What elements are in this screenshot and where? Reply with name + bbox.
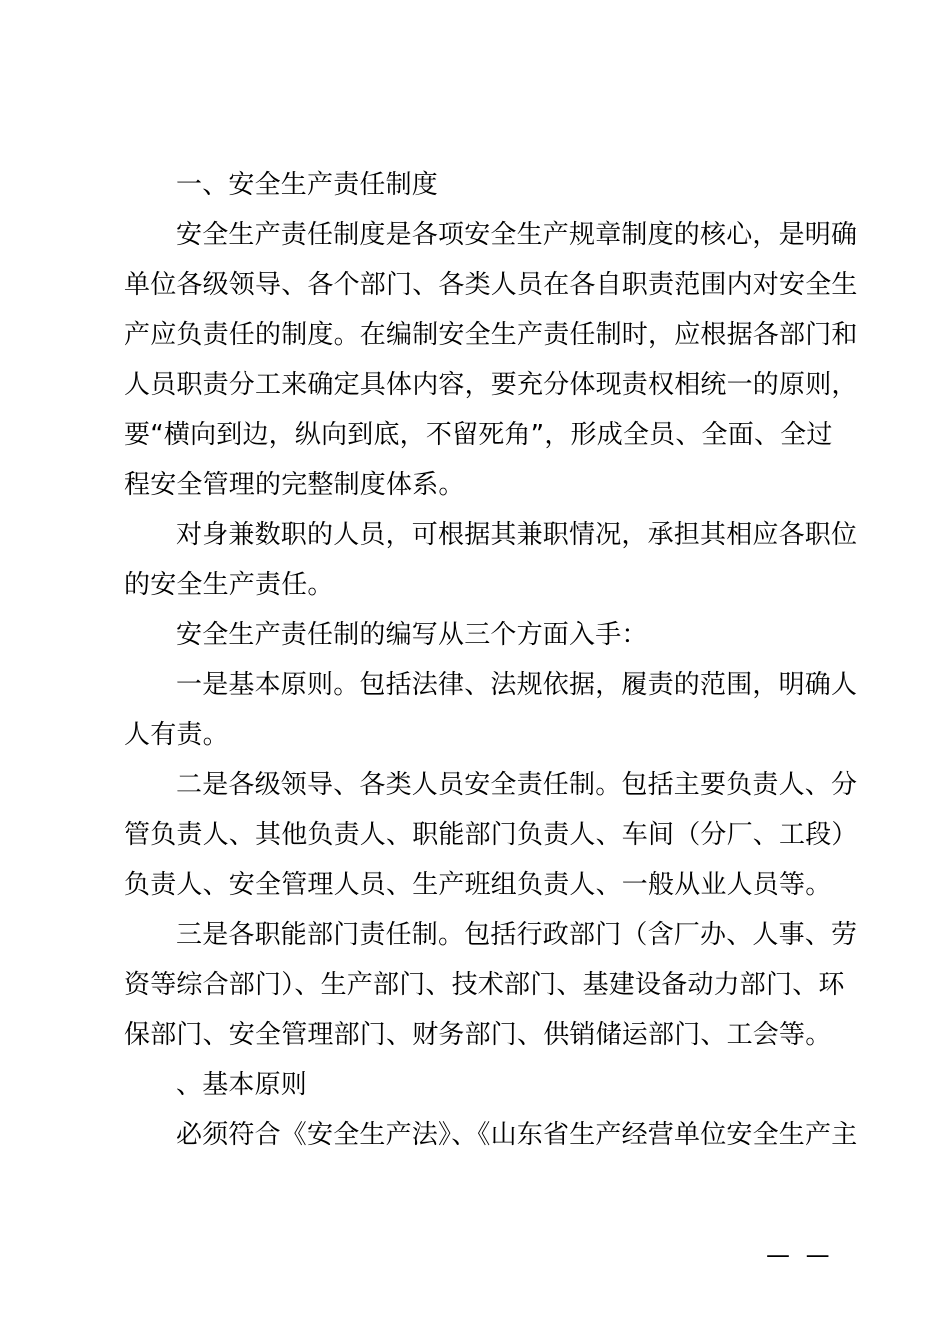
paragraph-line: 资等综合部门）、生产部门、技术部门、基建设备动力部门、环 — [124, 970, 845, 1000]
paragraph-line: 保部门、安全管理部门、财务部门、供销储运部门、工会等。 — [124, 1020, 832, 1050]
paragraph-line: 安全生产责任制的编写从三个方面入手： — [176, 620, 648, 650]
paragraph-line: 单位各级领导、各个部门、各类人员在各自职责范围内对安全生 — [124, 270, 858, 300]
paragraph-line: 对身兼数职的人员，可根据其兼职情况，承担其相应各职位 — [176, 520, 858, 550]
paragraph-line: 一是基本原则。包括法律、法规依据，履责的范围，明确人 — [176, 670, 858, 700]
paragraph-line: 安全生产责任制度是各项安全生产规章制度的核心，是明确 — [176, 220, 858, 250]
subsection-heading: 、基本原则 — [176, 1070, 308, 1100]
paragraph-line: 管负责人、其他负责人、职能部门负责人、车间（分厂、工段） — [124, 820, 858, 850]
paragraph-line: 人有责。 — [124, 720, 229, 750]
paragraph-line: 必须符合《安全生产法》、《山东省生产经营单位安全生产主 — [176, 1120, 858, 1150]
section-heading: 一、安全生产责任制度 — [176, 170, 439, 200]
paragraph-line: 二是各级领导、各类人员安全责任制。包括主要负责人、分 — [176, 770, 858, 800]
paragraph-line: 负责人、安全管理人员、生产班组负责人、一般从业人员等。 — [124, 870, 832, 900]
paragraph-line: 的安全生产责任。 — [124, 570, 334, 600]
document-body — [124, 160, 858, 1160]
paragraph-line: 程安全管理的完整制度体系。 — [124, 470, 465, 500]
paragraph-line: 人员职责分工来确定具体内容，要充分体现责权相统一的原则， — [124, 370, 858, 400]
page-footer: — — — [766, 1241, 834, 1269]
paragraph-line: 要“横向到边，纵向到底，不留死角”，形成全员、全面、全过 — [124, 420, 833, 450]
paragraph-line: 三是各职能部门责任制。包括行政部门（含厂办、人事、劳 — [176, 920, 858, 950]
paragraph-line: 产应负责任的制度。在编制安全生产责任制时，应根据各部门和 — [124, 320, 858, 350]
